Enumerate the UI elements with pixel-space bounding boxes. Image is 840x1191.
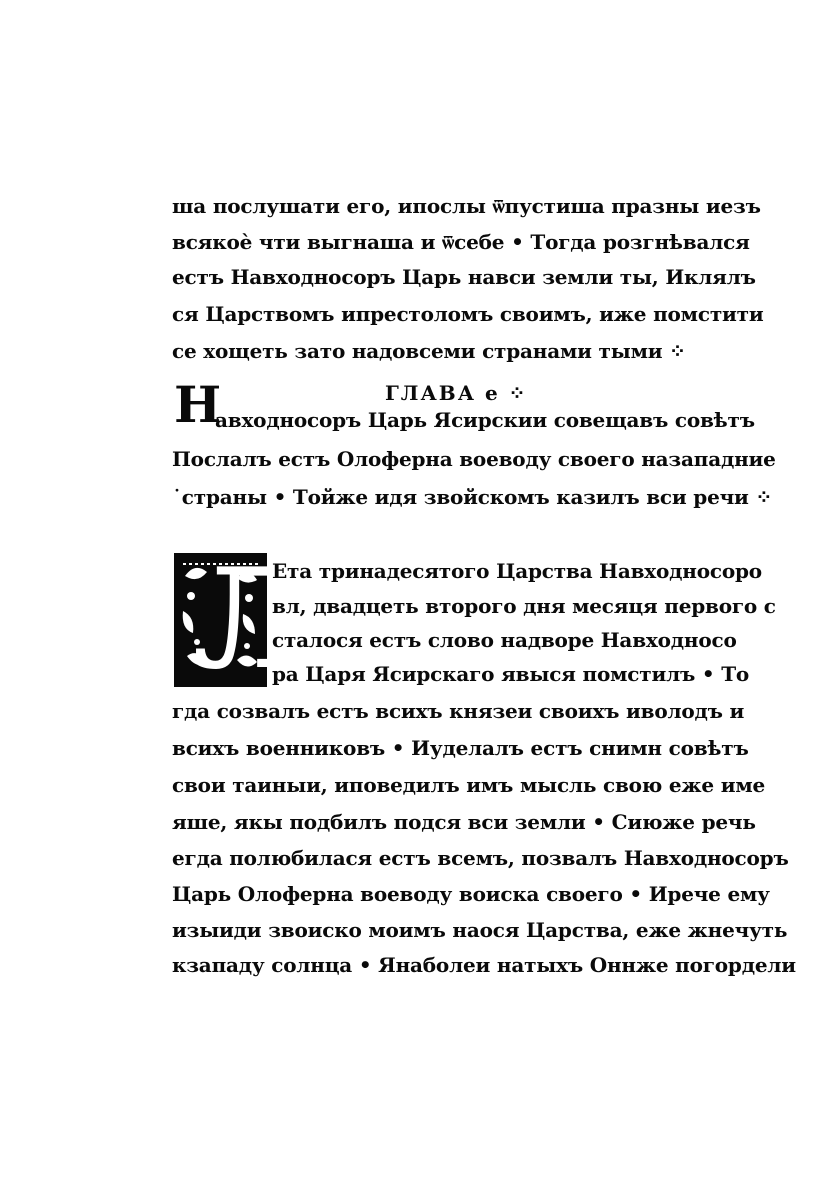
text-line: ша послушати его, ипослы ѿпустиша празны иезъ [172, 194, 761, 218]
text-line: свои таиныи, иповедилъ имъ мысль свою еже име [172, 773, 766, 797]
dropcap-letter: Л [193, 537, 316, 700]
text-line: всихъ военниковъ • Иуделалъ естъ снимн совѣтъ [172, 736, 749, 760]
text-line: се хощеть зато надовсеми странами тыми ⁘ [172, 339, 686, 363]
text-line: изыиди звоиско моимъ наося Царства, еже жнечуть [172, 918, 788, 942]
text-line: кзападу солнца • Янаболеи натыхъ Оннже погордели [172, 953, 796, 977]
text-line: авходносоръ Царь Ясирскии совещавъ совѣтъ [215, 408, 755, 432]
chapter-initial: Н [174, 375, 222, 434]
text-line: Послалъ естъ Олоферна воеводу своего назападние [172, 447, 776, 471]
text-line: ся Царствомъ ипрестоломъ своимъ, иже помстити [172, 302, 764, 326]
text-line: яше, якы подбилъ подся вси земли • Сиюже речь [172, 810, 756, 834]
text-line: гда созвалъ естъ всихъ князеи своихъ иволодъ и [172, 699, 745, 723]
text-line: сталося естъ слово надворе Навходносо [272, 628, 737, 652]
text-line: егда полюбилася естъ всемъ, позвалъ Навходносоръ [172, 846, 789, 870]
text-line: ˙страны • Тойже идя звойскомъ казилъ вси речи ⁘ [172, 485, 773, 509]
chapter-heading: ГЛАВА е ⁘ [385, 381, 528, 405]
text-line: ра Царя Ясирскаго явыся помстилъ • То [272, 662, 750, 686]
text-line: всякоѐ чти выгнаша и ѿсебе • Тогда розгнѣвался [172, 230, 750, 254]
decorated-initial [174, 537, 316, 700]
text-line: Царь Олоферна воеводу воиска своего • Ирече ему [172, 882, 770, 906]
text-line: вл, двадцеть второго дня месяця первого с [272, 594, 776, 618]
text-line: Ета тринадесятого Царства Навходносоро [272, 559, 762, 583]
text-line: естъ Навходносоръ Царь навси земли ты, Иклялъ [172, 265, 756, 289]
